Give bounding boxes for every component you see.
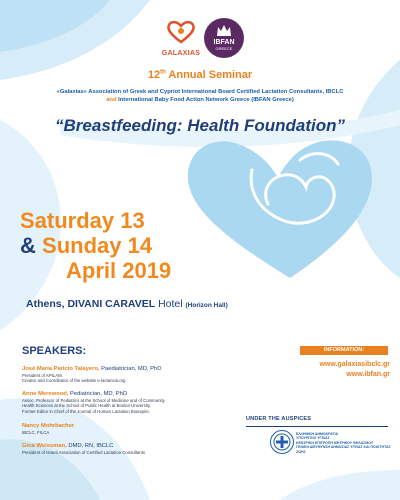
speaker-credentials: Paediatrician, MD, PhD bbox=[101, 366, 162, 372]
greek-emblem-icon bbox=[270, 430, 294, 454]
speaker-item bbox=[22, 366, 212, 384]
seminar-name: Annual Seminar bbox=[168, 69, 253, 81]
speaker-credentials: Pediatrician, MD, PhD bbox=[70, 391, 128, 397]
speaker-name-line bbox=[22, 391, 212, 398]
association-galaxias: «Galaxias» Association of Greek and Cypriot International Board Certified Lactation Consultants, IBCLC bbox=[56, 89, 344, 95]
speaker-desc: Former Editor in Chief of the Journal of Human Lactation Bioexpire. bbox=[22, 408, 151, 414]
date-ampersand: & bbox=[20, 233, 36, 258]
venue-hall: (Horizon Hall) bbox=[185, 302, 228, 309]
wave-bottom-right bbox=[280, 470, 400, 500]
auspices-label: UNDER THE AUSPICES bbox=[246, 416, 312, 422]
speaker-name-line bbox=[22, 366, 212, 373]
speaker-desc: President of Israeli Association of Certified Lactation Consultants bbox=[22, 450, 146, 455]
cross-icon bbox=[271, 431, 293, 453]
ministry-line: ΚΕΝΤΡΙΚΗ ΕΠΙΤΡΟΠΗ ΜΗΤΡΙΚΟΥ ΘΗΛΑΣΜΟΥ bbox=[296, 440, 374, 445]
ibfan-logo-text: IBFAN bbox=[213, 39, 235, 46]
associations-text bbox=[10, 88, 390, 104]
ministry-line: ΕΛΛΗΝΙΚΗ ΔΗΜΟΚΡΑΤΙΑ bbox=[296, 432, 339, 436]
seminar-title: “Breastfeeding: Health Foundation” bbox=[55, 116, 345, 135]
speaker-credentials: DMD, RN, IBCLC bbox=[68, 443, 114, 449]
venue-city: Athens, bbox=[26, 298, 65, 310]
speaker-name-line bbox=[22, 423, 212, 430]
date-sunday: Sunday 14 bbox=[42, 233, 153, 258]
speakers-heading: SPEAKERS: bbox=[22, 345, 87, 357]
speaker-desc: IBCLC, FILCA bbox=[22, 430, 50, 435]
website-galaxias-link[interactable]: www.galaxiasibclc.gr bbox=[319, 361, 390, 368]
ibfan-crown-icon bbox=[216, 23, 232, 37]
date-line-2 bbox=[20, 233, 171, 258]
speaker-desc: Creator and Coordinator of the website e-lactancia.org bbox=[22, 378, 126, 384]
venue-hotel-word: Hotel bbox=[158, 298, 183, 310]
website-ibfan-link[interactable]: www.ibfan.gr bbox=[346, 371, 390, 378]
ministry-line: ΓΕΝΙΚΗ ΔΙΕΥΘΥΝΣΗ ΔΗΜΟΣΙΑΣ ΥΓΕΙΑΣ ΚΑΙ ΠΟΙΟΤΗΤΑΣ ΖΩΗΣ bbox=[296, 445, 391, 454]
speaker-name-line bbox=[22, 443, 212, 450]
date-line-1: Saturday 13 bbox=[20, 208, 145, 233]
date-line-3: April 2019 bbox=[66, 258, 172, 283]
information-label: INFORMATION: bbox=[300, 346, 388, 355]
venue bbox=[26, 298, 228, 310]
auspices-divider bbox=[246, 426, 388, 427]
seminar-ordinal: th bbox=[160, 69, 166, 76]
ibfan-logo-subtext: GREECE bbox=[215, 46, 233, 51]
seminar-heading bbox=[0, 69, 400, 81]
seminar-number: 12 bbox=[147, 69, 161, 81]
speaker-item bbox=[22, 423, 212, 435]
association-and: and bbox=[106, 97, 117, 103]
galaxias-heart-icon bbox=[166, 20, 196, 44]
association-ibfan-line bbox=[10, 96, 390, 104]
venue-hotel-name: DIVANI CARAVEL bbox=[67, 298, 156, 310]
speaker-name: Anne Merewood, bbox=[22, 391, 69, 397]
heart-shape bbox=[188, 140, 372, 278]
event-dates bbox=[20, 208, 171, 283]
ibfan-logo bbox=[204, 18, 244, 58]
galaxias-logo bbox=[157, 20, 205, 57]
speaker-desc: Assoc. Professor of Pediatrics at the School of Medicine and of Community bbox=[22, 398, 165, 403]
speaker-item bbox=[22, 391, 212, 414]
speaker-name: José María Paricio Talayero, bbox=[22, 366, 100, 372]
speaker-name: Nancy Mohrbacher bbox=[22, 423, 75, 429]
speaker-name: Gina Weissman, bbox=[22, 443, 67, 449]
galaxias-logo-text: GALAXIAS bbox=[161, 50, 201, 57]
ministry-line: ΥΠΟΥΡΓΕΙΟ ΥΓΕΙΑΣ bbox=[296, 436, 330, 441]
speaker-desc: Health Sciences at the School of Public Health at Boston University. bbox=[22, 403, 151, 409]
speaker-item bbox=[22, 443, 212, 455]
ministry-text bbox=[296, 432, 392, 454]
speaker-desc: President of APILAM. bbox=[22, 373, 63, 378]
association-ibfan: International Baby Food Action Network Greece (IBFAN Greece) bbox=[118, 97, 294, 103]
